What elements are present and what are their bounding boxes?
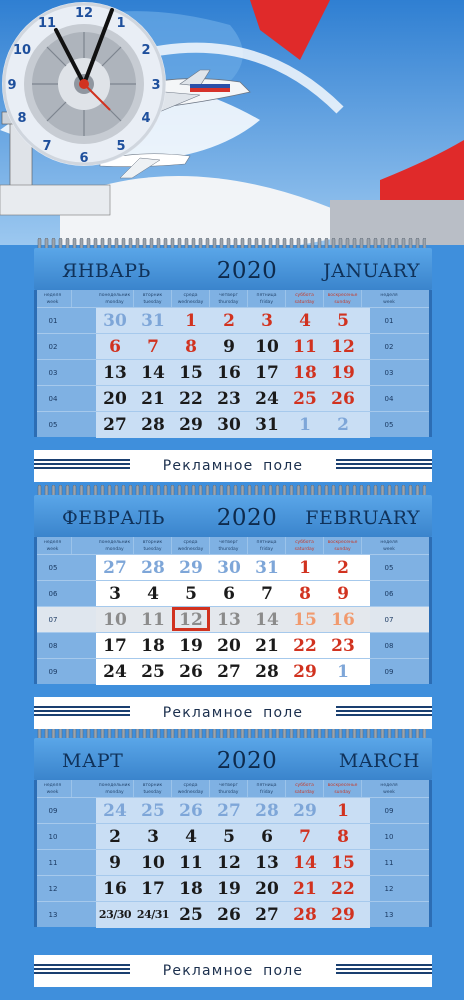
day-cell[interactable]: 7 [261,584,273,604]
month-name-en: MARCH [338,750,420,772]
day-cell[interactable]: 1 [299,415,311,435]
day-cell[interactable]: 23/30 [98,908,132,921]
clock-numeral-10: 10 [12,43,32,58]
day-cell[interactable]: 17 [141,879,165,899]
day-cell[interactable]: 10 [141,853,165,873]
weekday-header-row [34,537,432,554]
week-row [34,797,432,823]
day-cell[interactable]: 24 [103,801,127,821]
day-cell[interactable]: 27 [103,558,127,578]
week-col-header: неделя week [34,537,72,554]
day-cell[interactable]: 29 [331,905,355,925]
day-cell[interactable]: 2 [337,558,349,578]
week-number: 13 [48,911,58,919]
week-row [34,554,432,580]
day-cell[interactable]: 23 [331,636,355,656]
day-cell[interactable]: 8 [337,827,349,847]
day-cell[interactable]: 27 [255,905,279,925]
day-cell[interactable]: 6 [223,584,235,604]
weekday-header: понедельник monday [96,780,134,797]
month-year: 2020 [216,748,278,774]
weekday-header: среда wednesday [172,537,210,554]
day-cell[interactable]: 18 [141,636,165,656]
day-cell[interactable]: 16 [103,879,127,899]
day-cell[interactable]: 20 [217,636,241,656]
day-cell[interactable]: 27 [103,415,127,435]
week-number-right: 09 [384,668,394,676]
week-number: 10 [48,833,58,841]
week-number: 05 [48,564,58,572]
week-col-header: неделя week [34,290,72,307]
day-cell[interactable]: 9 [223,337,235,357]
weekday-header: четверг thursday [210,780,248,797]
clock-numeral-12: 12 [74,6,94,21]
day-cell[interactable]: 27 [217,662,241,682]
week-number-right: 09 [384,807,394,815]
ad-lines-right [336,706,432,720]
month-block-mar [0,728,464,948]
day-cell[interactable]: 20 [255,879,279,899]
day-cell[interactable]: 2 [337,415,349,435]
week-row [34,606,432,632]
week-number: 05 [48,421,58,429]
day-cell[interactable]: 6 [261,827,273,847]
week-row [34,875,432,901]
day-cell[interactable]: 17 [103,636,127,656]
day-cell[interactable]: 14 [293,853,317,873]
week-col-header-right: неделя week [380,783,398,795]
day-cell[interactable]: 5 [185,584,197,604]
day-cell[interactable]: 30 [103,311,127,331]
day-cell[interactable]: 22 [331,879,355,899]
week-row [34,901,432,927]
weekday-header: четверг thursday [210,290,248,307]
month-grid [34,537,432,684]
day-cell[interactable]: 28 [255,662,279,682]
month-name-en: FEBRUARY [305,507,420,529]
day-cell[interactable]: 4 [185,827,197,847]
day-cell[interactable]: 20 [103,389,127,409]
week-number-right: 01 [384,317,394,325]
week-number: 01 [48,317,58,325]
day-cell[interactable]: 25 [141,801,165,821]
weekday-header: пятница friday [248,537,286,554]
day-cell[interactable]: 8 [299,584,311,604]
day-cell[interactable]: 24/31 [136,908,170,921]
day-cell[interactable]: 13 [217,610,241,630]
weekday-header: среда wednesday [172,290,210,307]
day-cell[interactable]: 12 [217,853,241,873]
weekday-header: понедельник monday [96,537,134,554]
day-cell[interactable]: 6 [109,337,121,357]
day-cell[interactable]: 25 [293,389,317,409]
weekday-header: четверг thursday [210,537,248,554]
weekday-header: суббота saturday [286,537,324,554]
week-number: 03 [48,369,58,377]
day-cell[interactable]: 28 [141,558,165,578]
weekday-header: вторник tuesday [134,780,172,797]
month-name-ru: МАРТ [62,750,124,772]
week-row [34,359,432,385]
day-cell[interactable]: 2 [223,311,235,331]
day-cell[interactable]: 1 [337,801,349,821]
month-year: 2020 [216,505,278,531]
day-cell[interactable]: 26 [179,801,203,821]
day-cell[interactable]: 31 [255,558,279,578]
week-number-right: 12 [384,885,394,893]
day-cell[interactable]: 28 [141,415,165,435]
week-number: 09 [48,807,58,815]
clock-numeral-9: 9 [7,78,17,93]
weekday-header: пятница friday [248,780,286,797]
clock-numeral-1: 1 [116,16,126,31]
day-cell[interactable]: 12 [331,337,355,357]
month-grid [34,780,432,927]
day-cell[interactable]: 11 [293,337,317,357]
weekday-header: понедельник monday [96,290,134,307]
weekday-header-row [34,780,432,797]
day-cell[interactable]: 23 [217,389,241,409]
day-cell[interactable]: 25 [141,662,165,682]
day-cell[interactable]: 12 [179,610,203,630]
week-number: 02 [48,343,58,351]
day-cell[interactable]: 5 [337,311,349,331]
day-cell[interactable]: 15 [179,363,203,383]
day-cell[interactable]: 21 [141,389,165,409]
clock-numeral-8: 8 [17,111,27,126]
weekday-header: суббота saturday [286,780,324,797]
month-header [34,495,432,537]
day-cell[interactable]: 21 [293,879,317,899]
day-cell[interactable]: 10 [103,610,127,630]
day-cell[interactable]: 17 [255,363,279,383]
week-row [34,580,432,606]
ad-text: Рекламное поле [162,963,304,979]
day-cell[interactable]: 21 [255,636,279,656]
ad-strip [34,697,432,729]
day-cell[interactable]: 30 [217,415,241,435]
weekday-header-row [34,290,432,307]
day-cell[interactable]: 30 [217,558,241,578]
day-cell[interactable]: 19 [179,636,203,656]
day-cell[interactable]: 25 [179,905,203,925]
clock-numeral-4: 4 [141,111,151,126]
weekday-header: среда wednesday [172,780,210,797]
week-col-header: неделя week [34,780,72,797]
clock-numeral-7: 7 [42,139,52,154]
month-name-ru: ЯНВАРЬ [62,260,151,282]
clock-numeral-3: 3 [151,78,161,93]
day-cell[interactable]: 31 [141,311,165,331]
clock-numeral-5: 5 [116,139,126,154]
day-cell[interactable]: 1 [185,311,197,331]
day-cell[interactable]: 16 [331,610,355,630]
ad-strip [34,955,432,987]
weekday-header: вторник tuesday [134,537,172,554]
day-cell[interactable]: 15 [293,610,317,630]
day-cell[interactable]: 28 [255,801,279,821]
day-cell[interactable]: 11 [141,610,165,630]
day-cell[interactable]: 3 [147,827,159,847]
day-cell[interactable]: 16 [217,363,241,383]
day-cell[interactable]: 24 [103,662,127,682]
week-number: 08 [48,642,58,650]
day-cell[interactable]: 7 [299,827,311,847]
ad-text: Рекламное поле [162,705,304,721]
day-cell[interactable]: 11 [179,853,203,873]
week-col-header-right: неделя week [380,293,398,305]
week-col-header-right: неделя week [380,540,398,552]
week-row [34,385,432,411]
weekday-header: вторник tuesday [134,290,172,307]
day-cell[interactable]: 1 [337,662,349,682]
day-cell[interactable]: 18 [293,363,317,383]
weekday-header: суббота saturday [286,290,324,307]
day-cell[interactable]: 3 [109,584,121,604]
day-cell[interactable]: 9 [337,584,349,604]
month-block-jan [0,238,464,458]
week-row [34,849,432,875]
week-row [34,307,432,333]
day-cell[interactable]: 2 [109,827,121,847]
week-number: 07 [48,616,58,624]
week-number-right: 08 [384,642,394,650]
day-cell[interactable]: 31 [255,415,279,435]
week-number-right: 03 [384,369,394,377]
day-cell[interactable]: 29 [293,801,317,821]
week-row [34,632,432,658]
ad-lines-right [336,964,432,978]
week-row [34,411,432,437]
clock [0,0,168,168]
month-year: 2020 [216,258,278,284]
ad-lines-right [336,459,432,473]
day-cell[interactable]: 19 [217,879,241,899]
day-cell[interactable]: 1 [299,558,311,578]
day-cell[interactable]: 26 [179,662,203,682]
week-number: 04 [48,395,58,403]
week-number-right: 11 [384,859,394,867]
month-block-feb [0,485,464,705]
month-grid [34,290,432,437]
day-cell[interactable]: 19 [331,363,355,383]
ad-strip [34,450,432,482]
day-cell[interactable]: 18 [179,879,203,899]
day-cell[interactable]: 28 [293,905,317,925]
week-number: 06 [48,590,58,598]
day-cell[interactable]: 7 [147,337,159,357]
day-cell[interactable]: 29 [179,415,203,435]
clock-numeral-6: 6 [79,151,89,166]
month-header [34,738,432,780]
day-cell[interactable]: 14 [255,610,279,630]
week-number: 11 [48,859,58,867]
day-cell[interactable]: 26 [331,389,355,409]
week-number-right: 05 [384,564,394,572]
ad-text: Рекламное поле [162,458,304,474]
day-cell[interactable]: 10 [255,337,279,357]
day-cell[interactable]: 26 [217,905,241,925]
weekday-header: воскресенье sunday [324,780,362,797]
day-cell[interactable]: 24 [255,389,279,409]
day-cell[interactable]: 29 [293,662,317,682]
week-row [34,333,432,359]
month-header [34,248,432,290]
week-number-right: 13 [384,911,394,919]
day-cell[interactable]: 4 [147,584,159,604]
day-cell[interactable]: 15 [331,853,355,873]
week-number-right: 06 [384,590,394,598]
week-row [34,658,432,684]
week-row [34,823,432,849]
day-cell[interactable]: 22 [293,636,317,656]
week-number-right: 10 [384,833,394,841]
day-cell[interactable]: 9 [109,853,121,873]
month-name-ru: ФЕВРАЛЬ [62,507,165,529]
week-number: 09 [48,668,58,676]
day-cell[interactable]: 22 [179,389,203,409]
day-cell[interactable]: 13 [255,853,279,873]
clock-numeral-2: 2 [141,43,151,58]
weekday-header: пятница friday [248,290,286,307]
day-cell[interactable]: 4 [299,311,311,331]
week-number-right: 07 [384,616,394,624]
day-cell[interactable]: 14 [141,363,165,383]
day-cell[interactable]: 27 [217,801,241,821]
day-cell[interactable]: 3 [261,311,273,331]
week-number-right: 02 [384,343,394,351]
weekday-header: воскресенье sunday [324,537,362,554]
week-number-right: 04 [384,395,394,403]
day-cell[interactable]: 5 [223,827,235,847]
weekday-header: воскресенье sunday [324,290,362,307]
week-number: 12 [48,885,58,893]
week-number-right: 05 [384,421,394,429]
day-cell[interactable]: 29 [179,558,203,578]
month-name-en: JANUARY [323,260,420,282]
header-illustration [0,0,464,245]
day-cell[interactable]: 8 [185,337,197,357]
current-day-marker [172,607,210,631]
clock-numeral-11: 11 [37,16,57,31]
day-cell[interactable]: 13 [103,363,127,383]
